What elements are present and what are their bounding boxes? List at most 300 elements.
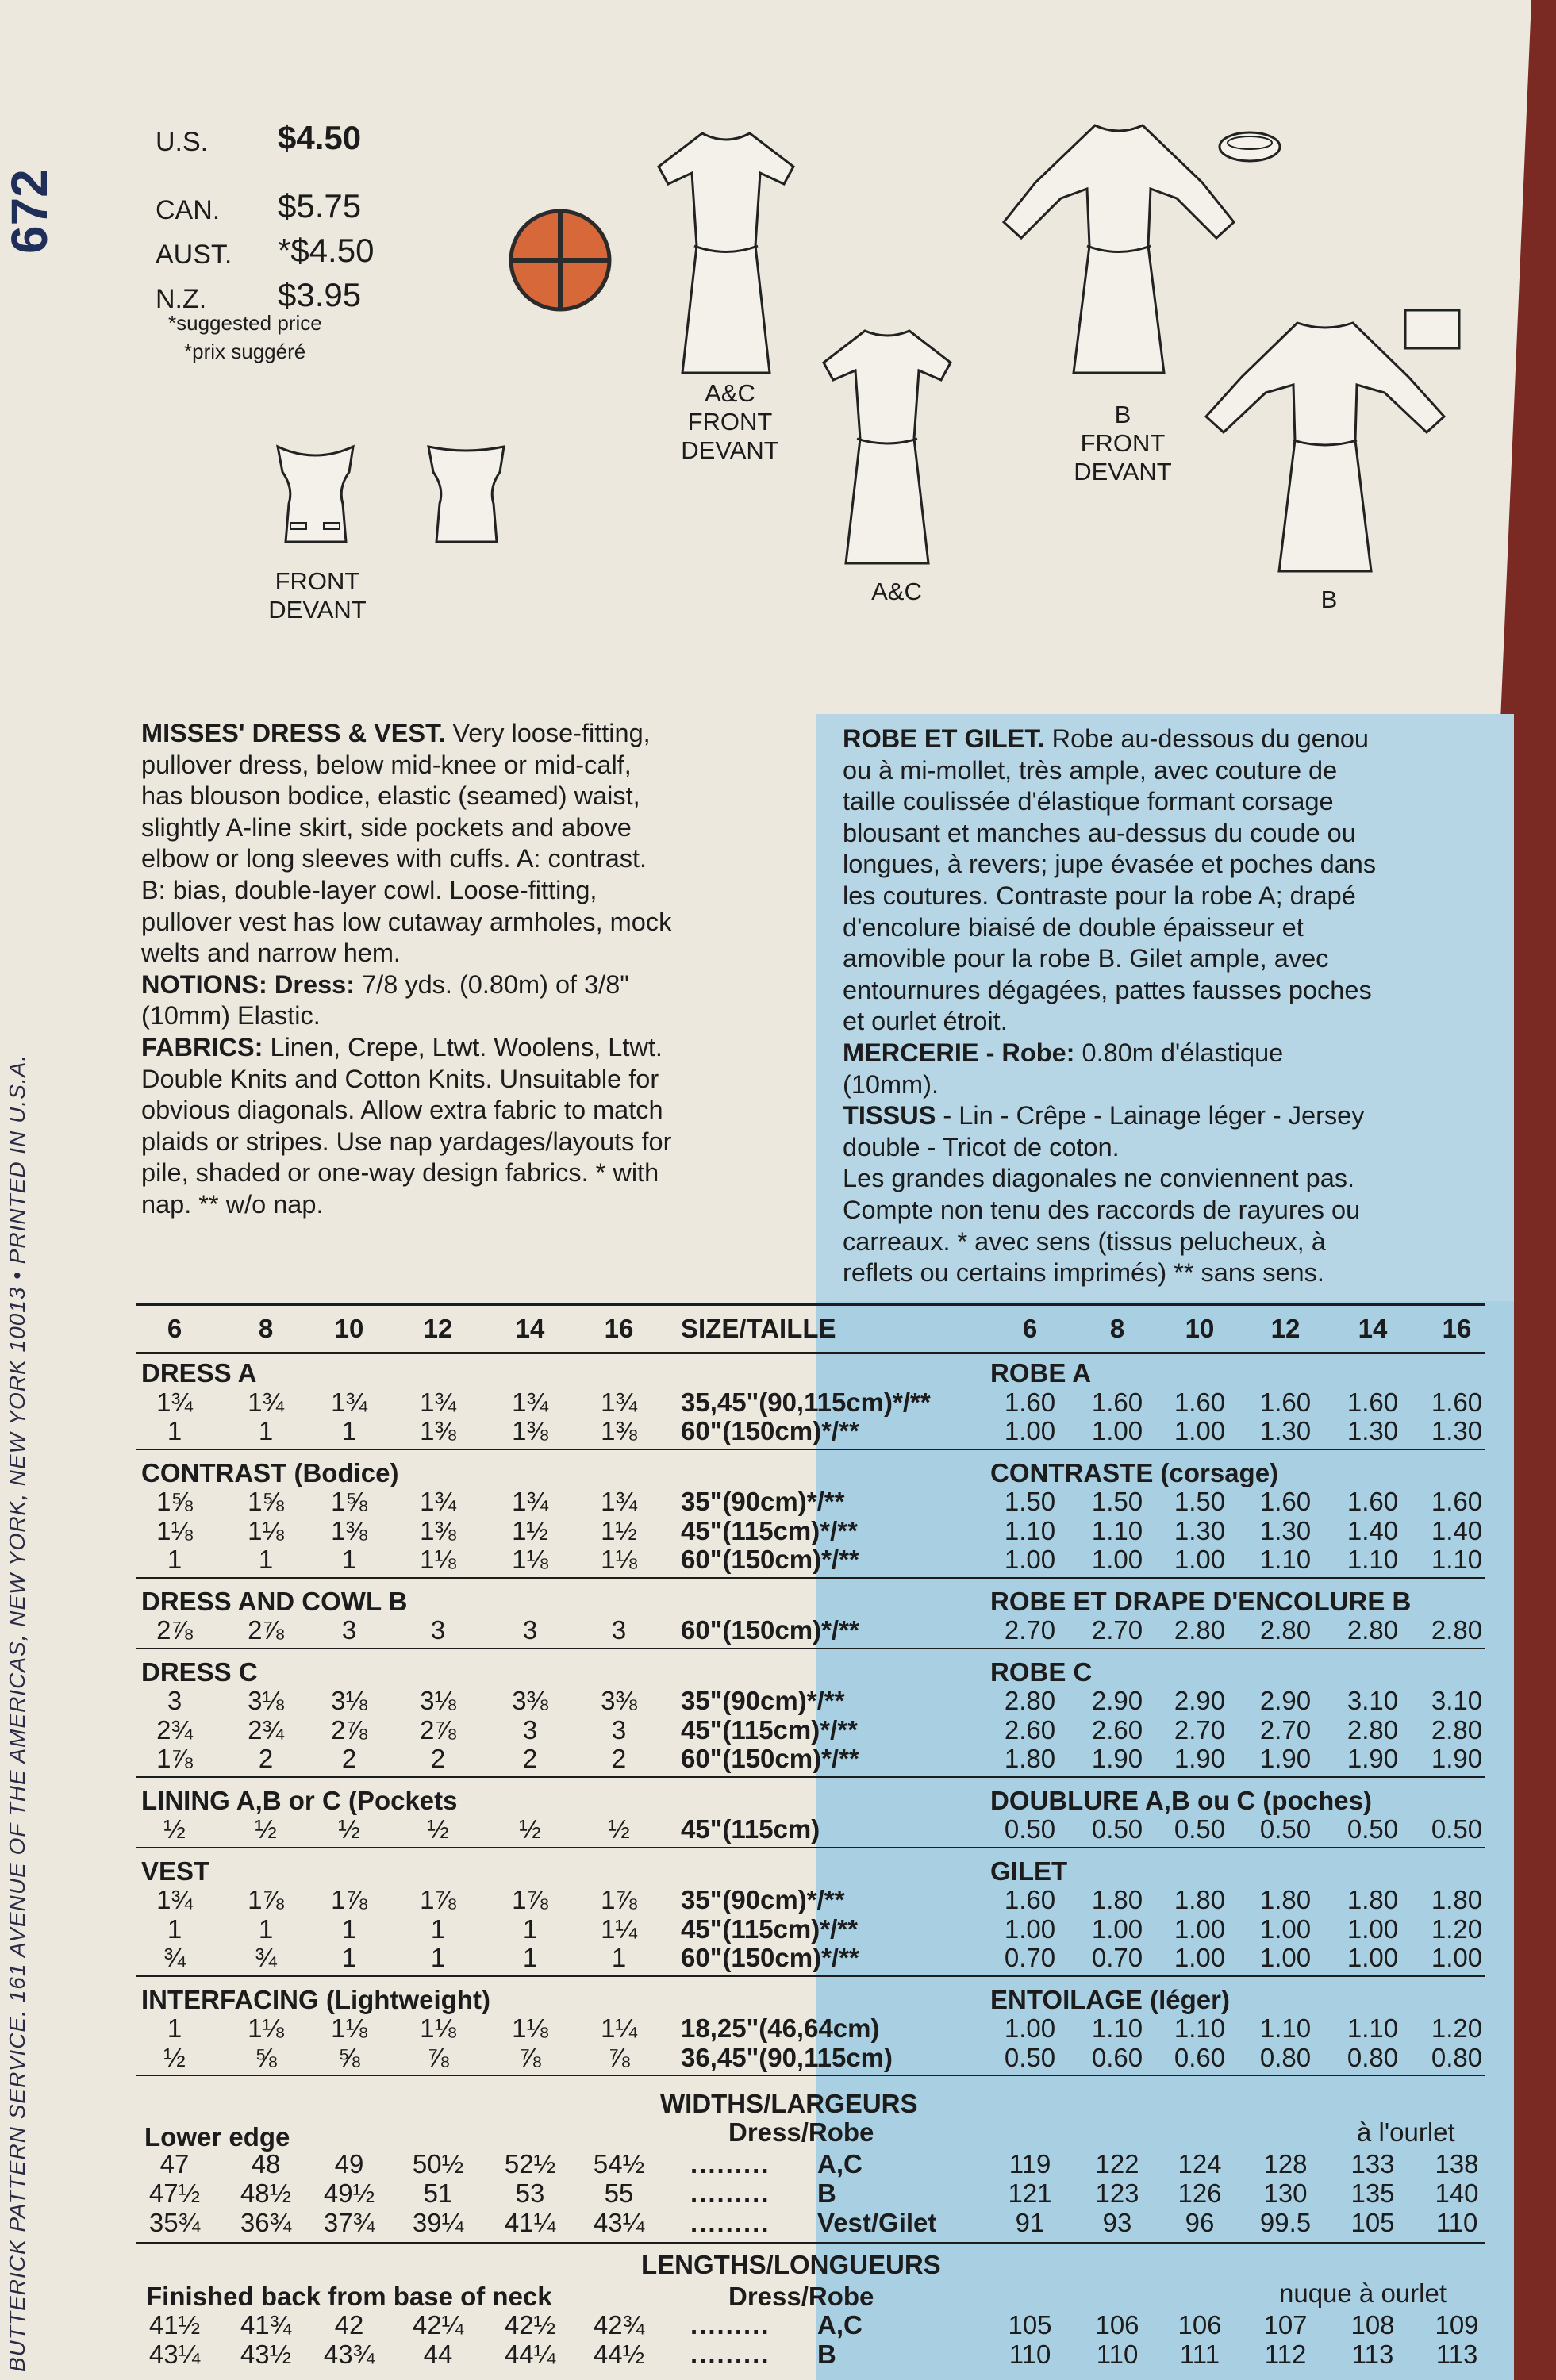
yardage-us: 3 [430, 1615, 446, 1645]
section-title-fr: ROBE C [990, 1656, 1093, 1687]
yardage-metric: 1.90 [1431, 1744, 1483, 1773]
measure-metric: 130 [1263, 2178, 1308, 2208]
yardage-us: 3 [167, 1686, 182, 1715]
lengths-left-label: Finished back from base of neck [146, 2282, 552, 2311]
table-header-rule [136, 1352, 1485, 1354]
size-us: 8 [258, 1314, 274, 1343]
yardage-metric: 1.60 [1091, 1387, 1143, 1417]
measure-metric: 111 [1179, 2340, 1220, 2369]
measure-metric: 106 [1178, 2310, 1222, 2340]
yardage-us: 1 [167, 1416, 182, 1445]
yardage-us: 1⅛ [248, 1515, 284, 1545]
yardage-metric: 1.10 [1004, 1515, 1056, 1545]
yardage-metric: 1.00 [1174, 1545, 1226, 1574]
description-line: les coutures. Contraste pour la robe A; drapé [843, 881, 1356, 910]
yardage-metric: 1.80 [1259, 1885, 1312, 1914]
widths-sub: Dress/Robe [728, 2117, 874, 2147]
description-line: FABRICS: Linen, Crepe, Ltwt. Woolens, Ltwt. [141, 1032, 663, 1061]
yardage-metric: 1.50 [1174, 1487, 1226, 1516]
yardage-metric: 1.30 [1174, 1515, 1226, 1545]
yardage-us: 3⅛ [331, 1686, 367, 1715]
yardage-metric: 1.00 [1431, 1943, 1483, 1972]
yardage-us: 1¾ [512, 1487, 548, 1516]
yardage-metric: 0.50 [1347, 1814, 1399, 1844]
measure-us: 42½ [504, 2310, 556, 2340]
yardage-us: 1 [341, 1545, 357, 1574]
yardage-us: 1 [430, 1914, 446, 1944]
price-value: $5.75 [278, 187, 362, 225]
yardage-us: 1⅛ [331, 2013, 367, 2043]
yardage-us: 3 [522, 1615, 538, 1645]
yardage-us: 1 [341, 1416, 357, 1445]
size-us: 10 [334, 1314, 364, 1343]
section-title-fr: CONTRASTE (corsage) [990, 1457, 1279, 1488]
section-rule [136, 1847, 1485, 1848]
yardage-metric: 1.00 [1004, 1545, 1056, 1574]
yardage-metric: 1.00 [1174, 1416, 1226, 1445]
row-leader: ......... [690, 2340, 770, 2369]
yardage-us: 2⅞ [248, 1615, 284, 1645]
yardage-metric: 2.80 [1431, 1714, 1483, 1745]
measure-us: 41¼ [504, 2208, 556, 2237]
description-line: entournures dégagées, pattes fausses poches [843, 975, 1372, 1004]
section-rule [136, 1648, 1485, 1649]
measure-label: Vest/Gilet [817, 2208, 937, 2237]
description-line: obvious diagonals. Allow extra fabric to match [141, 1096, 663, 1125]
price-value: *$4.50 [278, 232, 375, 269]
measure-metric: 113 [1351, 2340, 1394, 2369]
measure-us: 42¾ [593, 2310, 645, 2340]
measure-us: 55 [604, 2178, 634, 2208]
measure-metric: 91 [1015, 2208, 1045, 2237]
section-rule [136, 2075, 1485, 2076]
measure-metric: 99.5 [1259, 2208, 1312, 2237]
yardage-metric: 1.00 [1004, 1914, 1056, 1944]
yardage-metric: 1.80 [1431, 1885, 1483, 1914]
yardage-us: ½ [163, 2042, 186, 2072]
lengths-right-label: nuque à ourlet [1279, 2278, 1447, 2308]
yardage-us: 1 [167, 2013, 182, 2043]
yardage-metric: 1.80 [1091, 1885, 1143, 1914]
yardage-metric: 1.00 [1347, 1943, 1399, 1972]
measure-metric: 121 [1008, 2178, 1052, 2208]
yardage-metric: 1.00 [1091, 1416, 1143, 1445]
yardage-us: 2¾ [248, 1714, 284, 1745]
yardage-metric: 0.50 [1091, 1814, 1143, 1844]
yardage-metric: 1.10 [1174, 2013, 1226, 2043]
description-line: MISSES' DRESS & VEST. Very loose-fitting, [141, 719, 651, 747]
description-line: pullover dress, below mid-knee or mid-calf, [141, 750, 632, 779]
yardage-us: 3 [341, 1615, 357, 1645]
yardage-us: 1 [258, 1545, 274, 1574]
yardage-us: 3⅛ [420, 1686, 456, 1715]
yardage-metric: 2.60 [1004, 1714, 1056, 1745]
yardage-metric: 1.50 [1004, 1487, 1056, 1516]
yardage-us: ⅝ [338, 2042, 360, 2072]
yardage-metric: 0.80 [1259, 2042, 1312, 2072]
yardage-us: 1 [167, 1545, 182, 1574]
yardage-metric: 0.70 [1091, 1943, 1143, 1972]
yardage-metric: 1.10 [1347, 1545, 1399, 1574]
caption-ac-front: A&C FRONT DEVANT [681, 379, 779, 464]
measure-us: 41½ [148, 2310, 201, 2340]
yardage-us: 1 [522, 1914, 538, 1944]
yardage-metric: 1.60 [1259, 1387, 1312, 1417]
yardage-us: ⅝ [255, 2042, 277, 2072]
row-leader: ......... [690, 2149, 770, 2178]
yardage-metric: 1.10 [1259, 1545, 1312, 1574]
fabric-width: 45"(115cm)*/** [681, 1515, 858, 1545]
yardage-us: 3 [611, 1615, 627, 1645]
yardage-us: ⅞ [427, 2042, 449, 2072]
description-line: (10mm). [843, 1069, 939, 1099]
yardage-us: 1 [258, 1416, 274, 1445]
fabric-width: 60"(150cm)*/** [681, 1545, 859, 1574]
section-title-en: DRESS AND COWL B [141, 1586, 408, 1616]
yardage-us: 1 [611, 1943, 627, 1972]
fabric-width: 35"(90cm)*/** [681, 1885, 845, 1914]
yardage-metric: 1.30 [1431, 1416, 1483, 1445]
fabric-width: 18,25"(46,64cm) [681, 2013, 880, 2043]
section-title-en: INTERFACING (Lightweight) [141, 1984, 490, 2014]
yardage-us: 1⅝ [248, 1487, 284, 1516]
size-metric: 6 [1022, 1314, 1038, 1343]
section-title-en: DRESS A [141, 1358, 257, 1388]
yardage-us: 1⅝ [156, 1487, 193, 1516]
measure-metric: 110 [1435, 2208, 1478, 2237]
measure-metric: 106 [1095, 2310, 1139, 2340]
yardage-us: 3⅜ [601, 1686, 637, 1715]
description-line: pullover vest has low cutaway armholes, mock [141, 907, 672, 936]
yardage-metric: 2.60 [1091, 1714, 1143, 1745]
description-line: Les grandes diagonales ne conviennent pas. [843, 1164, 1355, 1193]
section-title-en: CONTRAST (Bodice) [141, 1457, 399, 1488]
section-rule [136, 1776, 1485, 1778]
yardage-metric: 2.80 [1004, 1686, 1056, 1715]
measure-metric: 124 [1178, 2149, 1222, 2178]
yardage-metric: 1.90 [1091, 1744, 1143, 1773]
measure-metric: 107 [1263, 2310, 1308, 2340]
size-us: 12 [423, 1314, 453, 1343]
fabric-width: 35,45"(90,115cm)*/** [681, 1387, 931, 1417]
yardage-metric: 0.80 [1431, 2042, 1483, 2072]
measure-us: 53 [515, 2178, 545, 2208]
description-line: nap. ** w/o nap. [141, 1189, 324, 1219]
description-line: TISSUS - Lin - Crêpe - Lainage léger - Jersey [843, 1101, 1365, 1130]
section-title-fr: DOUBLURE A,B ou C (poches) [990, 1785, 1372, 1815]
measure-us: 43¾ [323, 2340, 375, 2369]
description-line: Double Knits and Cotton Knits. Unsuitable for [141, 1064, 659, 1093]
yardage-us: 1⅞ [601, 1885, 637, 1914]
yardage-us: ½ [608, 1814, 630, 1844]
section-rule [136, 1975, 1485, 1977]
description-french [843, 724, 1376, 1289]
yardage-metric: 1.60 [1347, 1387, 1399, 1417]
yardage-us: ⅞ [519, 2042, 541, 2072]
description-line: d'encolure biaisé de double épaisseur et [843, 912, 1304, 942]
yardage-us: 1¾ [601, 1387, 637, 1417]
description-line: blousant et manches au-dessus du coude ou [843, 818, 1356, 847]
yardage-metric: 1.30 [1259, 1515, 1312, 1545]
measure-metric: 138 [1435, 2149, 1479, 2178]
description-line: (10mm) Elastic. [141, 1001, 321, 1031]
price-value: $3.95 [278, 276, 362, 313]
caption-vest-front: FRONT DEVANT [268, 567, 367, 624]
yardage-metric: 3.10 [1347, 1686, 1399, 1715]
measure-us: 43¼ [593, 2208, 645, 2237]
measure-us: 44½ [593, 2340, 645, 2369]
measure-us: 35¾ [148, 2208, 201, 2237]
yardage-us: 1⅞ [331, 1885, 367, 1914]
description-line: has blouson bodice, elastic (seamed) waist, [141, 781, 640, 811]
vest-back-drawing [421, 440, 512, 547]
yardage-metric: 1.80 [1174, 1885, 1226, 1914]
yardage-metric: 2.80 [1347, 1615, 1399, 1645]
measure-us: 48½ [240, 2178, 292, 2208]
measure-us: 49½ [323, 2178, 375, 2208]
yardage-us: 1½ [601, 1515, 637, 1545]
yardage-metric: 1.80 [1004, 1744, 1056, 1773]
yardage-metric: 1.20 [1431, 2013, 1483, 2043]
size-us: 14 [515, 1314, 545, 1343]
widths-right-label: à l'ourlet [1357, 2117, 1455, 2147]
measure-metric: 108 [1350, 2310, 1395, 2340]
description-line: elbow or long sleeves with cuffs. A: contrast. [141, 844, 647, 873]
yardage-us: 2 [611, 1744, 627, 1773]
yardage-metric: 2.90 [1259, 1686, 1312, 1715]
yardage-us: 1 [167, 1914, 182, 1944]
section-title-en: DRESS C [141, 1656, 258, 1687]
yardage-metric: 1.00 [1347, 1914, 1399, 1944]
yardage-us: 2⅞ [156, 1615, 193, 1645]
measure-us: 37¾ [323, 2208, 375, 2237]
yardage-us: 2¾ [156, 1714, 193, 1745]
yardage-metric: 2.80 [1431, 1615, 1483, 1645]
yardage-us: 1¾ [601, 1487, 637, 1516]
description-line: pile, shaded or one-way design fabrics. * with [141, 1158, 659, 1188]
measure-metric: 123 [1095, 2178, 1139, 2208]
yardage-metric: 1.40 [1431, 1515, 1483, 1545]
price-note-en: *suggested price [168, 311, 322, 335]
price-note-fr: *prix suggéré [184, 340, 306, 363]
measure-us: 50½ [412, 2149, 464, 2178]
yardage-us: 2 [258, 1744, 274, 1773]
description-line: double - Tricot de coton. [843, 1132, 1120, 1161]
section-rule [136, 1577, 1485, 1579]
measure-label: A,C [817, 2149, 863, 2178]
yardage-us: ¾ [255, 1943, 277, 1972]
cutting-symbol-icon [508, 208, 613, 313]
description-line: slightly A-line skirt, side pockets and above [141, 812, 632, 842]
yardage-us: 3 [611, 1714, 627, 1745]
yardage-metric: 0.50 [1004, 2042, 1056, 2072]
measure-metric: 128 [1263, 2149, 1308, 2178]
measure-metric: 135 [1350, 2178, 1395, 2208]
measure-metric: 93 [1102, 2208, 1132, 2237]
yardage-us: 1¾ [156, 1885, 193, 1914]
yardage-us: 1⅛ [512, 1545, 548, 1574]
measure-metric: 105 [1350, 2208, 1395, 2237]
yardage-us: 1⅛ [156, 1515, 193, 1545]
measure-metric: 96 [1185, 2208, 1215, 2237]
yardage-metric: 1.60 [1431, 1387, 1483, 1417]
vest-front-drawing [270, 440, 361, 547]
measure-metric: 105 [1008, 2310, 1052, 2340]
cowl-drawing [1214, 127, 1285, 167]
yardage-us: 2⅞ [420, 1714, 456, 1745]
yardage-us: ½ [338, 1814, 360, 1844]
yardage-metric: 1.60 [1431, 1487, 1483, 1516]
yardage-metric: 0.50 [1004, 1814, 1056, 1844]
yardage-metric: 1.00 [1259, 1914, 1312, 1944]
yardage-metric: 1.10 [1431, 1545, 1483, 1574]
measure-us: 49 [334, 2149, 364, 2178]
yardage-us: 2⅞ [331, 1714, 367, 1745]
lengths-title: LENGTHS/LONGUEURS [641, 2250, 941, 2279]
measure-us: 41¾ [240, 2310, 292, 2340]
yardage-metric: 1.60 [1347, 1487, 1399, 1516]
row-leader: ......... [690, 2310, 770, 2340]
yardage-us: 1¾ [248, 1387, 284, 1417]
yardage-metric: 1.30 [1259, 1416, 1312, 1445]
measure-us: 42 [334, 2310, 364, 2340]
measure-metric: 112 [1264, 2340, 1307, 2369]
description-line: Compte non tenu des raccords de rayures ou [843, 1195, 1361, 1224]
measure-us: 48 [251, 2149, 281, 2178]
yardage-us: 1⅛ [512, 2013, 548, 2043]
yardage-us: 1 [258, 1914, 274, 1944]
lengths-sub: Dress/Robe [728, 2282, 874, 2311]
yardage-metric: 0.50 [1174, 1814, 1226, 1844]
yardage-metric: 1.00 [1004, 1416, 1056, 1445]
caption-b-back: B [1320, 585, 1338, 613]
yardage-us: 1¾ [331, 1387, 367, 1417]
yardage-metric: 1.30 [1347, 1416, 1399, 1445]
yardage-metric: 1.60 [1174, 1387, 1226, 1417]
description-line: longues, à revers; jupe évasée et poches dans [843, 850, 1377, 879]
yardage-metric: 1.20 [1431, 1914, 1483, 1944]
measure-label: A,C [817, 2310, 863, 2340]
fabric-width: 45"(115cm)*/** [681, 1714, 858, 1745]
measure-metric: 110 [1096, 2340, 1139, 2369]
yardage-metric: 2.70 [1174, 1714, 1226, 1745]
yardage-us: 1⅞ [512, 1885, 548, 1914]
section-title-fr: GILET [990, 1856, 1068, 1886]
measure-us: 36¾ [240, 2208, 292, 2237]
yardage-metric: 1.00 [1091, 1545, 1143, 1574]
size-us: 6 [167, 1314, 182, 1343]
section-title-fr: ROBE ET DRAPE D'ENCOLURE B [990, 1586, 1412, 1616]
price-value: $4.50 [278, 119, 362, 156]
yardage-metric: 1.10 [1091, 2013, 1143, 2043]
yardage-metric: 2.80 [1259, 1615, 1312, 1645]
section-title-en: LINING A,B or C (Pockets [141, 1785, 458, 1815]
yardage-us: ½ [519, 1814, 541, 1844]
row-leader: ......... [690, 2208, 770, 2237]
yardage-us: 1⅞ [248, 1885, 284, 1914]
yardage-metric: 2.70 [1259, 1714, 1312, 1745]
measure-metric: 122 [1095, 2149, 1139, 2178]
yardage-metric: 1.10 [1347, 2013, 1399, 2043]
description-line: plaids or stripes. Use nap yardages/layouts for [141, 1127, 672, 1156]
section-title-fr: ENTOILAGE (léger) [990, 1984, 1230, 2014]
size-metric: 10 [1185, 1314, 1215, 1343]
description-line: ou à mi-mollet, très ample, avec couture de [843, 755, 1338, 785]
yardage-us: 1⅛ [601, 1545, 637, 1574]
yardage-us: ½ [255, 1814, 277, 1844]
yardage-us: 1⅛ [420, 1545, 456, 1574]
measure-metric: 140 [1435, 2178, 1479, 2208]
fabric-width: 60"(150cm)*/** [681, 1744, 859, 1773]
yardage-metric: 0.80 [1347, 2042, 1399, 2072]
yardage-metric: 0.70 [1004, 1943, 1056, 1972]
yardage-metric: 1.60 [1004, 1387, 1056, 1417]
dress-b-back-drawing [1198, 313, 1452, 583]
price-country: CAN. [156, 195, 221, 225]
yardage-us: ½ [427, 1814, 449, 1844]
yardage-us: 1 [341, 1943, 357, 1972]
yardage-metric: 0.60 [1091, 2042, 1143, 2072]
yardage-us: ⅞ [608, 2042, 630, 2072]
yardage-us: 2 [522, 1744, 538, 1773]
yardage-metric: 1.00 [1091, 1914, 1143, 1944]
fabric-width: 60"(150cm)*/** [681, 1943, 859, 1972]
measure-us: 52½ [504, 2149, 556, 2178]
yardage-metric: 1.00 [1174, 1943, 1226, 1972]
yardage-us: 1¾ [420, 1387, 456, 1417]
yardage-us: 1 [522, 1943, 538, 1972]
yardage-us: 1¼ [601, 1914, 637, 1944]
fabric-width: 60"(150cm)*/** [681, 1416, 859, 1445]
measure-us: 54½ [593, 2149, 645, 2178]
fabric-width: 36,45"(90,115cm) [681, 2042, 893, 2072]
section-rule [136, 1449, 1485, 1450]
yardage-us: 1 [430, 1943, 446, 1972]
description-line: NOTIONS: Dress: 7/8 yds. (0.80m) of 3/8" [141, 969, 629, 999]
size-metric: 12 [1270, 1314, 1301, 1343]
measure-metric: 109 [1435, 2310, 1479, 2340]
yardage-us: 3⅛ [248, 1686, 284, 1715]
fabric-width: 35"(90cm)*/** [681, 1487, 845, 1516]
measure-metric: 119 [1009, 2149, 1051, 2178]
size-label: SIZE/TAILLE [681, 1314, 836, 1343]
yardage-metric: 1.00 [1004, 2013, 1056, 2043]
yardage-us: 3 [522, 1714, 538, 1745]
measure-us: 47½ [148, 2178, 201, 2208]
measure-metric: 113 [1435, 2340, 1478, 2369]
yardage-us: ½ [163, 1814, 186, 1844]
yardage-metric: 2.90 [1174, 1686, 1226, 1715]
yardage-us: 1¾ [512, 1387, 548, 1417]
widths-rule [136, 2242, 1485, 2244]
yardage-metric: 1.90 [1259, 1744, 1312, 1773]
table-top-rule [136, 1303, 1485, 1306]
yardage-metric: 1.80 [1347, 1885, 1399, 1914]
yardage-metric: 1.60 [1004, 1885, 1056, 1914]
description-english [141, 718, 671, 1221]
yardage-metric: 2.80 [1174, 1615, 1226, 1645]
row-leader: ......... [690, 2178, 770, 2208]
description-line: amovible pour la robe B. Gilet ample, avec [843, 944, 1329, 973]
yardage-us: 1⅛ [420, 2013, 456, 2043]
yardage-us: 2 [430, 1744, 446, 1773]
yardage-us: 2 [341, 1744, 357, 1773]
measure-us: 47 [159, 2149, 190, 2178]
section-title-en: VEST [141, 1856, 210, 1886]
description-line: taille coulissée d'élastique formant corsage [843, 787, 1334, 816]
description-line: ROBE ET GILET. Robe au-dessous du genou [843, 724, 1369, 753]
widths-left-label: Lower edge [144, 2122, 290, 2152]
